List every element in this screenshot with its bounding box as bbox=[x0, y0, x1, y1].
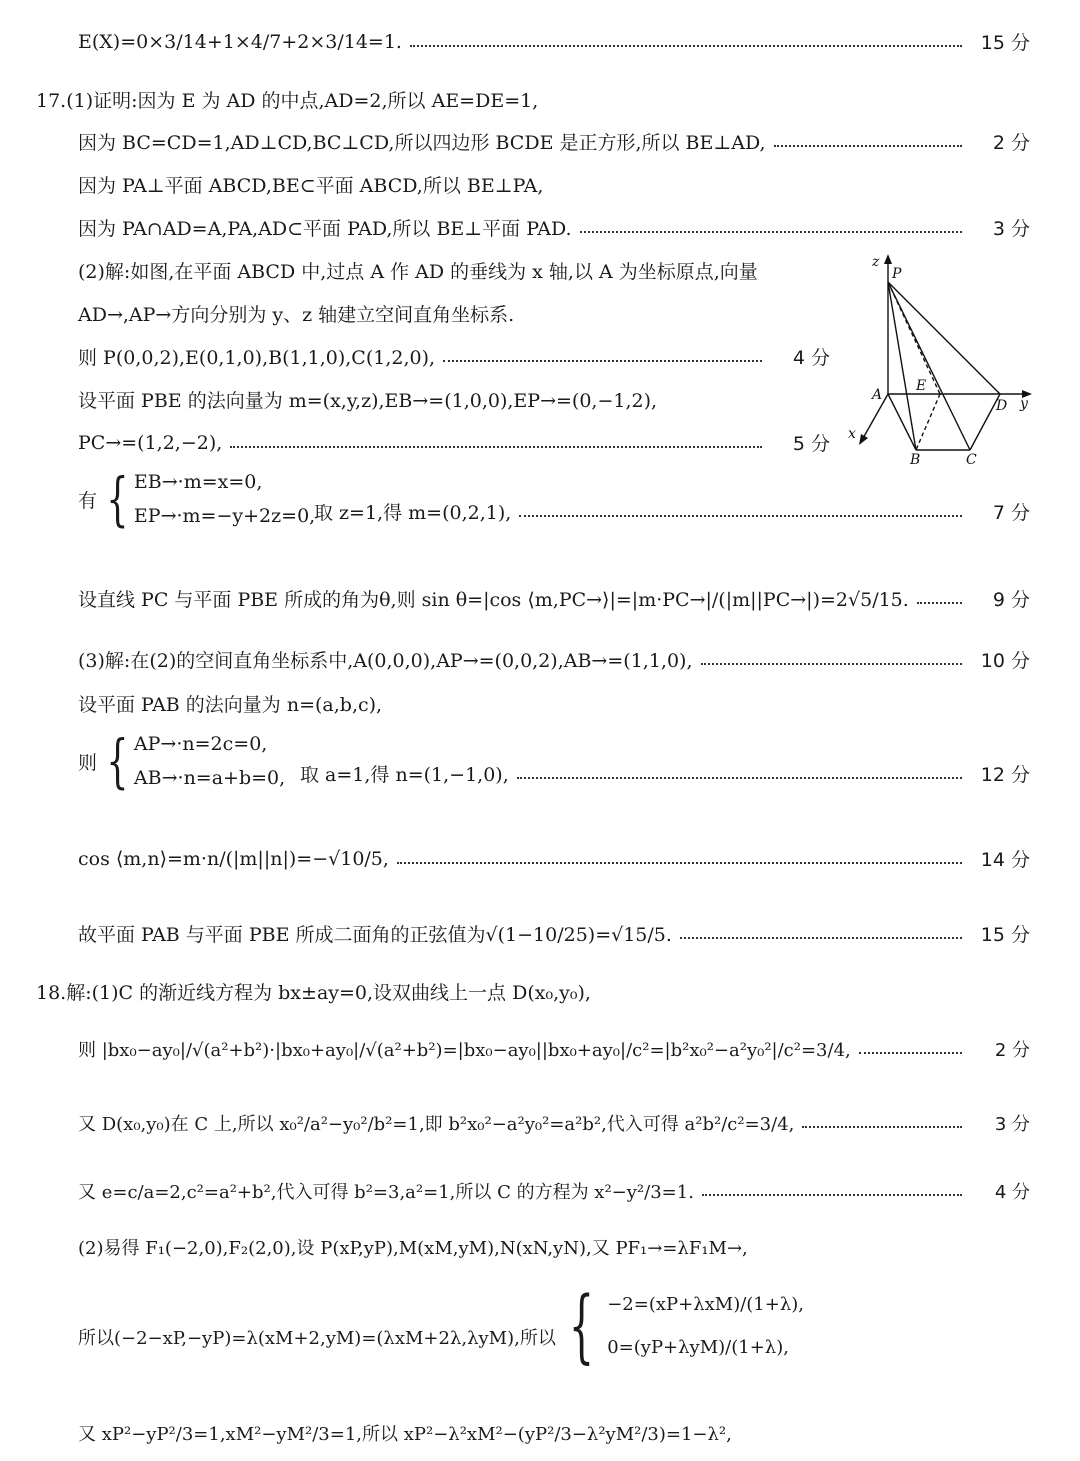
score-label: 9 分 bbox=[992, 589, 1030, 611]
solution-line bbox=[78, 1420, 1030, 1446]
solution-line bbox=[78, 28, 1030, 55]
solution-line bbox=[78, 171, 1030, 198]
edge-PD bbox=[888, 282, 1000, 394]
left-brace: { bbox=[106, 465, 129, 533]
solution-line bbox=[314, 498, 1030, 525]
solution-line bbox=[36, 978, 1030, 1005]
solution-line bbox=[78, 128, 1030, 155]
line-text: AD→,AP→方向分别为 y、z 轴建立空间直角坐标系. bbox=[78, 304, 515, 326]
solution-line bbox=[78, 1036, 1030, 1062]
solution-line bbox=[78, 429, 830, 456]
left-brace: { bbox=[569, 1279, 595, 1372]
line-text: 又 e=c/a=2,c²=a²+b²,代入可得 b²=3,a²=1,所以 C 的方程为 x²−y²/3=1. bbox=[78, 1182, 694, 1203]
equation-system bbox=[556, 1279, 804, 1372]
dot-leader bbox=[410, 45, 962, 47]
line-text: (3)解:在(2)的空间直角坐标系中,A(0,0,0),AP→=(0,0,2),AB→=(1,1,0), bbox=[78, 650, 693, 672]
score-label: 12 分 bbox=[980, 764, 1030, 786]
line-text: 17.(1)证明:因为 E 为 AD 的中点,AD=2,所以 AE=DE=1, bbox=[36, 90, 539, 112]
solution-line bbox=[78, 920, 1030, 947]
line-text: 又 D(x₀,y₀)在 C 上,所以 x₀²/a²−y₀²/b²=1,即 b²x₀²−a²y₀²=a²b²,代入可得 a²b²/c²=3/4, bbox=[78, 1114, 795, 1135]
solution-line bbox=[78, 1110, 1030, 1136]
z-arrow-icon bbox=[884, 254, 892, 264]
left-brace: { bbox=[106, 727, 129, 795]
label-P: P bbox=[892, 266, 902, 282]
label-A: A bbox=[872, 387, 883, 403]
line-text: 故平面 PAB 与平面 PBE 所成二面角的正弦值为√(1−10/25)=√15/5. bbox=[78, 924, 672, 946]
solution-line bbox=[78, 845, 1030, 872]
line-text: 因为 PA∩AD=A,PA,AD⊂平面 PAD,所以 BE⊥平面 PAD. bbox=[78, 218, 572, 240]
dot-leader bbox=[859, 1052, 962, 1054]
score-label: 4 分 bbox=[792, 347, 830, 369]
line-text: 设直线 PC 与平面 PBE 所成的角为θ,则 sin θ=|cos ⟨m,PC→⟩|=|m·PC→|/(|m||PC→|)=2√5/15. bbox=[78, 589, 909, 611]
label-B: B bbox=[910, 452, 921, 468]
line-text: 设平面 PBE 的法向量为 m=(x,y,z),EB→=(1,0,0),EP→=(0,−1,2), bbox=[78, 390, 658, 412]
line-text: PC→=(1,2,−2), bbox=[78, 431, 223, 454]
pyramid-figure bbox=[840, 252, 1040, 472]
score-label: 2 分 bbox=[992, 132, 1030, 154]
score-label: 5 分 bbox=[792, 433, 830, 455]
solution-line bbox=[78, 257, 830, 284]
dot-leader bbox=[680, 937, 962, 939]
label-y: y bbox=[1020, 396, 1028, 412]
dot-leader bbox=[917, 602, 962, 604]
solution-line bbox=[36, 86, 1030, 113]
equation-row: −2=(xP+λxM)/(1+λ), bbox=[607, 1294, 804, 1315]
line-text: 则 P(0,0,2),E(0,1,0),B(1,1,0),C(1,2,0), bbox=[78, 347, 436, 369]
line-text: (2)易得 F₁(−2,0),F₂(2,0),设 P(xP,yP),M(xM,yM),N(xN,yN),又 PF₁→=λF₁M→, bbox=[78, 1238, 748, 1259]
solution-line bbox=[300, 760, 1030, 787]
x-arrow-icon bbox=[859, 434, 868, 445]
label-D: D bbox=[996, 398, 1008, 414]
dot-leader bbox=[397, 862, 962, 864]
line-text: (2)解:如图,在平面 ABCD 中,过点 A 作 AD 的垂线为 x 轴,以 A 为坐标原点,向量 bbox=[78, 261, 758, 283]
line-text: 18.解:(1)C 的渐近线方程为 bx±ay=0,设双曲线上一点 D(x₀,y₀), bbox=[36, 982, 591, 1004]
dot-leader bbox=[230, 446, 762, 448]
system-label: 则 bbox=[78, 751, 98, 774]
line-text: 因为 PA⊥平面 ABCD,BE⊂平面 ABCD,所以 BE⊥PA, bbox=[78, 175, 544, 197]
dot-leader bbox=[519, 515, 962, 517]
equation-system bbox=[78, 465, 316, 533]
score-label: 4 分 bbox=[994, 1182, 1030, 1203]
dot-leader bbox=[517, 777, 962, 779]
dot-leader bbox=[580, 231, 962, 233]
score-label: 15 分 bbox=[980, 924, 1030, 946]
dot-leader bbox=[802, 1126, 962, 1128]
line-text: 所以(−2−xP,−yP)=λ(xM+2,yM)=(λxM+2λ,λyM),所以 bbox=[78, 1328, 556, 1349]
line-text: 又 xP²−yP²/3=1,xM²−yM²/3=1,所以 xP²−λ²xM²−(yP²/3−λ²yM²/3)=1−λ², bbox=[78, 1424, 732, 1445]
score-label: 15 分 bbox=[980, 32, 1030, 54]
label-x: x bbox=[848, 426, 856, 442]
dot-leader bbox=[443, 360, 762, 362]
score-label: 3 分 bbox=[994, 1114, 1030, 1135]
solution-line bbox=[78, 300, 830, 327]
system-label: 有 bbox=[78, 489, 98, 512]
line-text: cos ⟨m,n⟩=m·n/(|m||n|)=−√10/5, bbox=[78, 847, 389, 870]
edge-EB bbox=[916, 394, 940, 450]
equation-row: EP→·m=−y+2z=0, bbox=[133, 505, 316, 527]
solution-line bbox=[78, 1234, 1030, 1260]
edge-PB bbox=[888, 282, 916, 450]
equation-row: AP→·n=2c=0, bbox=[133, 733, 268, 755]
solution-line bbox=[78, 386, 830, 413]
line-text: 则 |bx₀−ay₀|/√(a²+b²)·|bx₀+ay₀|/√(a²+b²)=|bx₀−ay₀||bx₀+ay₀|/c²=|b²x₀²−a²y₀²|/c²=3/4, bbox=[78, 1040, 851, 1061]
dot-leader bbox=[774, 145, 962, 147]
solution-line bbox=[78, 690, 1030, 717]
line-text: 因为 BC=CD=1,AD⊥CD,BC⊥CD,所以四边形 BCDE 是正方形,所以 BE⊥AD, bbox=[78, 132, 766, 154]
dot-leader bbox=[702, 1194, 962, 1196]
label-z: z bbox=[872, 254, 880, 270]
dot-leader bbox=[701, 663, 963, 665]
line-text: E(X)=0×3/14+1×4/7+2×3/14=1. bbox=[78, 30, 402, 53]
score-label: 3 分 bbox=[992, 218, 1030, 240]
equation-row: EB→·m=x=0, bbox=[133, 471, 263, 493]
solution-line bbox=[78, 214, 1030, 241]
score-label: 2 分 bbox=[994, 1040, 1030, 1061]
line-text: 设平面 PAB 的法向量为 n=(a,b,c), bbox=[78, 694, 383, 716]
score-label: 7 分 bbox=[992, 502, 1030, 524]
solution-line bbox=[78, 1178, 1030, 1204]
equation-row: AB→·n=a+b=0, bbox=[133, 767, 286, 789]
score-label: 10 分 bbox=[980, 650, 1030, 672]
label-E: E bbox=[916, 378, 927, 394]
line-text: 取 z=1,得 m=(0,2,1), bbox=[314, 502, 512, 524]
solution-line bbox=[78, 646, 1030, 673]
solution-line bbox=[78, 343, 830, 370]
score-label: 14 分 bbox=[980, 849, 1030, 871]
line-text: 取 a=1,得 n=(1,−1,0), bbox=[300, 764, 509, 786]
equation-row: 0=(yP+λyM)/(1+λ), bbox=[607, 1337, 789, 1358]
label-C: C bbox=[966, 452, 977, 468]
equation-system bbox=[78, 727, 286, 795]
solution-line bbox=[78, 585, 1030, 612]
